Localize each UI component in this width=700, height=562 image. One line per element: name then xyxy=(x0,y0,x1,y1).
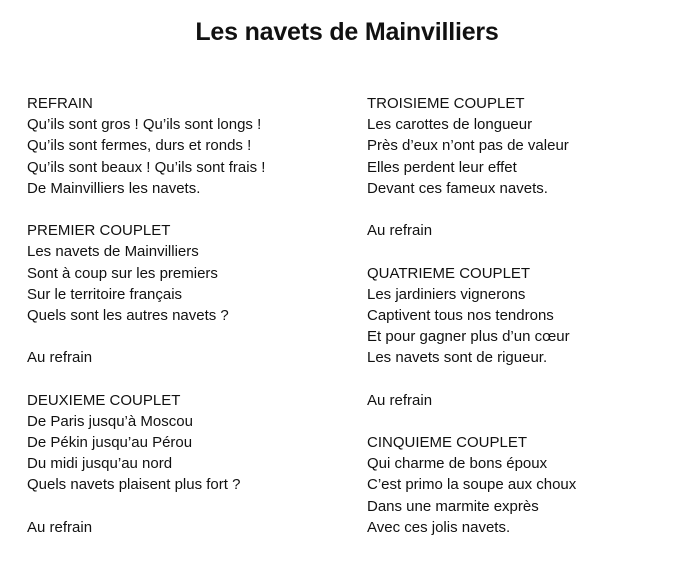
couplet-3-section xyxy=(367,93,697,241)
verse-line: Et pour gagner plus d’un cœur xyxy=(367,328,570,346)
verse-line: Du midi jusqu’au nord xyxy=(27,455,173,473)
section-heading-couplet-3: TROISIEME COUPLET xyxy=(367,95,525,112)
couplet-5-section xyxy=(367,432,697,538)
stanza-gap xyxy=(27,368,357,389)
left-column xyxy=(27,93,357,538)
song-title: Les navets de Mainvilliers xyxy=(195,18,499,46)
section-heading-couplet-2: DEUXIEME COUPLET xyxy=(27,391,181,409)
verse-line: Les jardiniers vignerons xyxy=(367,285,526,303)
refrain-section xyxy=(27,93,357,199)
stanza-gap xyxy=(367,241,697,262)
section-heading-couplet-4: QUATRIEME COUPLET xyxy=(367,264,531,282)
section-heading-couplet-1: PREMIER COUPLET xyxy=(27,222,171,240)
verse-line: Les navets de Mainvilliers xyxy=(27,243,199,261)
verse-line: Quels navets plaisent plus fort ? xyxy=(27,476,241,494)
verse-line: Devant ces fameux navets. xyxy=(367,179,548,197)
section-heading-couplet-5: CINQUIEME COUPLET xyxy=(367,434,528,451)
verse-line: Les carottes de longueur xyxy=(367,116,533,134)
section-heading-refrain: REFRAIN xyxy=(27,95,93,112)
verse-line: C’est primo la soupe aux choux xyxy=(367,476,577,494)
stanza-gap xyxy=(27,496,357,517)
right-column xyxy=(367,93,697,538)
couplet-4-section xyxy=(367,263,697,411)
refrain-note: Au refrain xyxy=(367,391,433,409)
verse-line: De Paris jusqu’à Moscou xyxy=(27,412,193,430)
verse-line: Sur le territoire français xyxy=(27,285,183,303)
verse-line: De Mainvilliers les navets. xyxy=(27,179,201,197)
stanza-gap xyxy=(367,368,697,389)
refrain-note: Au refrain xyxy=(367,222,433,240)
stanza-gap xyxy=(367,411,697,432)
verse-line: Dans une marmite exprès xyxy=(367,497,539,515)
stanza-gap xyxy=(27,326,357,347)
verse-line: Sont à coup sur les premiers xyxy=(27,264,218,282)
stanza-gap xyxy=(27,199,357,220)
verse-line: Qui charme de bons époux xyxy=(367,455,548,473)
verse-line: Captivent tous nos tendrons xyxy=(367,306,554,324)
couplet-1-section xyxy=(27,220,357,368)
verse-line: De Pékin jusqu’au Pérou xyxy=(27,434,193,451)
verse-line: Les navets sont de rigueur. xyxy=(367,349,548,367)
refrain-note: Au refrain xyxy=(27,349,93,367)
refrain-note: Au refrain xyxy=(27,518,93,536)
verse-line: Qu’ils sont fermes, durs et ronds ! xyxy=(27,137,252,155)
couplet-2-section xyxy=(27,390,357,538)
verse-line: Qu’ils sont gros ! Qu’ils sont longs ! xyxy=(27,116,262,134)
verse-line: Qu’ils sont beaux ! Qu’ils sont frais ! xyxy=(27,158,266,176)
verse-line: Avec ces jolis navets. xyxy=(367,518,511,536)
verse-line: Quels sont les autres navets ? xyxy=(27,306,229,324)
verse-line: Elles perdent leur effet xyxy=(367,158,517,176)
verse-line: Près d’eux n’ont pas de valeur xyxy=(367,137,569,155)
stanza-gap xyxy=(367,199,697,220)
